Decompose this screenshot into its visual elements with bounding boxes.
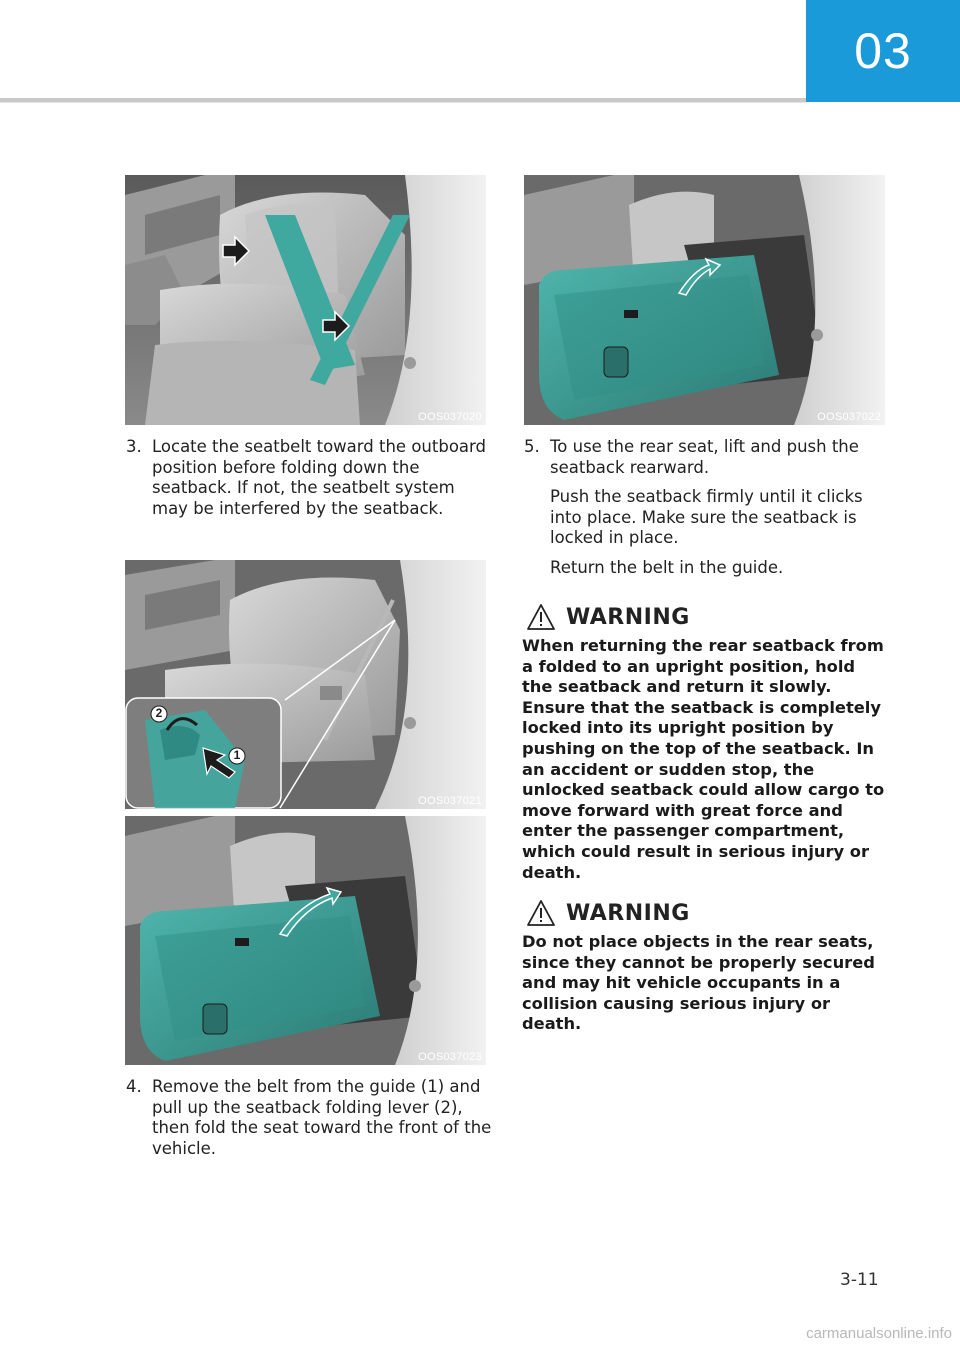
- step-number: 3.: [126, 437, 142, 456]
- chapter-tab: [806, 0, 960, 102]
- folding-lever-illustration: [125, 560, 486, 809]
- warning-triangle-icon: [526, 603, 556, 631]
- figure-seatbelt-position: [125, 175, 486, 425]
- warning-title: WARNING: [566, 604, 690, 630]
- warning-header: [522, 896, 890, 930]
- step-text: Locate the seatbelt toward the outboard position before folding down the seatback. If not, the seatbelt system may be interfered by the seatback.: [152, 437, 486, 518]
- warning-text: Do not place objects in the rear seats, since they cannot be properly secured and may hit vehicle occupants in a collision causing serious injury or death.: [522, 932, 875, 1034]
- callout-1: 1: [233, 748, 241, 762]
- chapter-number: 03: [854, 23, 912, 79]
- warning-text: When returning the rear seatback from a folded to an upright position, hold the seatback and return it slowly. Ensure that the seatback is completely locked into its upright position by pushing on the top of the seatback. In an accident or sudden stop, the unlocked seatback could allow cargo to move forward with great force and enter the passenger compartment, which could result in serious injury or death.: [522, 636, 885, 882]
- step-text: Push the seatback firmly until it clicks into place. Make sure the seatback is locked in place.: [550, 487, 863, 547]
- warning-box: [522, 600, 890, 883]
- warning-box: [522, 896, 890, 1035]
- warning-triangle-icon: [526, 899, 556, 927]
- header-rule-shadow: [0, 102, 806, 103]
- step-text: Remove the belt from the guide (1) and pull up the seatback folding lever (2), then fold the seat toward the front of the vehicle.: [152, 1077, 492, 1158]
- step-number: 5.: [524, 437, 540, 456]
- step-5: [524, 437, 890, 587]
- figure-seat-folded: [125, 816, 486, 1065]
- figure-code: OOS037021: [418, 795, 482, 807]
- page-number: 3-11: [840, 1270, 879, 1290]
- seat-return-illustration: [524, 175, 885, 425]
- callout-2: 2: [155, 706, 163, 720]
- watermark[interactable]: carmanualsonline.info: [806, 1325, 952, 1342]
- seat-folded-illustration: [125, 816, 486, 1065]
- step-number: 4.: [126, 1077, 142, 1096]
- step-4: [126, 1077, 492, 1168]
- warning-header: [522, 600, 890, 634]
- step-text: Return the belt in the guide.: [550, 557, 784, 577]
- figure-code: OOS037020: [418, 411, 482, 423]
- figure-seat-return: [524, 175, 885, 425]
- figure-code: OOS037023: [418, 1051, 482, 1063]
- warning-title: WARNING: [566, 900, 690, 926]
- figure-code: OOS037022: [817, 411, 881, 423]
- step-3: [126, 437, 492, 528]
- figure-folding-lever: [125, 560, 486, 809]
- step-text: To use the rear seat, lift and push the seatback rearward.: [550, 437, 859, 477]
- seatbelt-illustration: [125, 175, 486, 425]
